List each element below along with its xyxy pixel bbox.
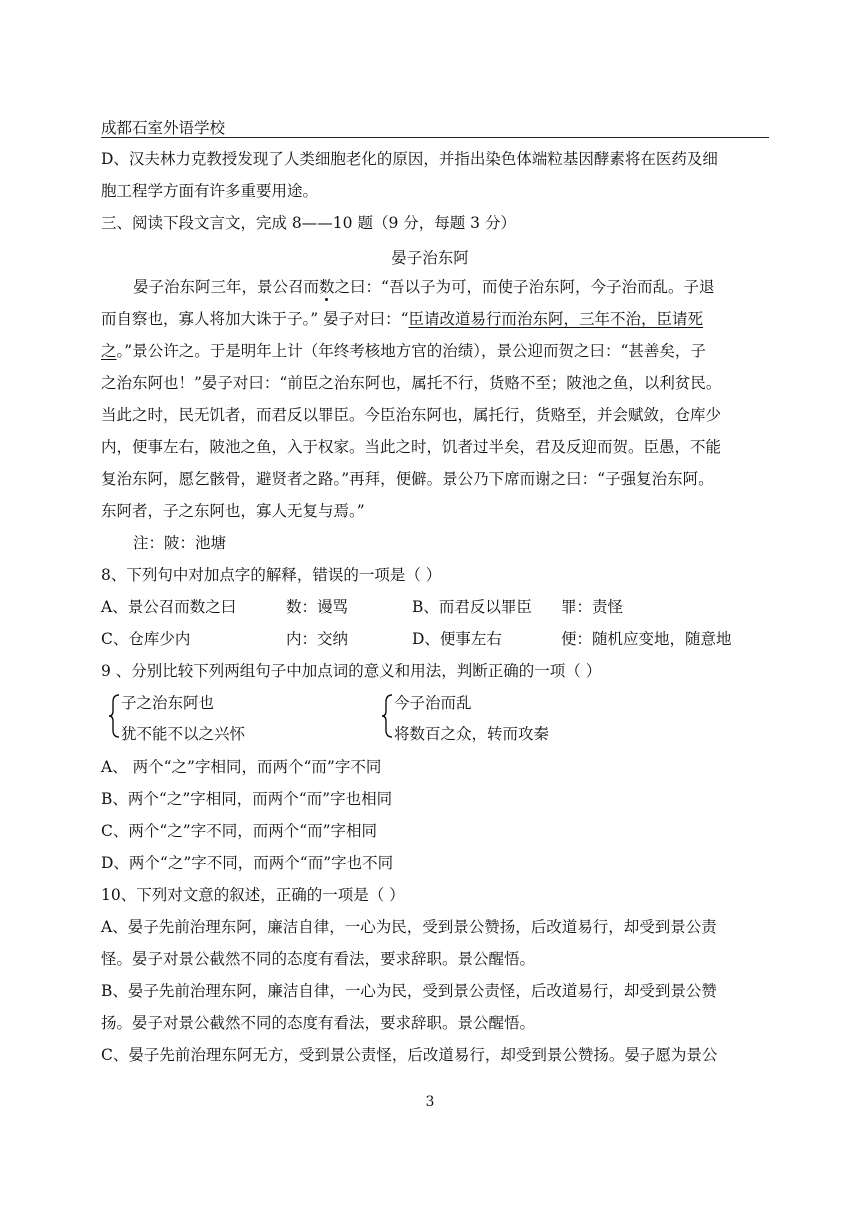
page-number: 3 <box>425 1094 435 1110</box>
passage-note: 注：陂：池塘 <box>133 534 227 552</box>
passage-line-8: 东阿者，子之东阿也，寡人无复与焉。” <box>101 502 365 520</box>
school-header: 成都石室外语学校 <box>101 119 226 137</box>
q9-stem: 9 、分别比较下列两组句子中加点词的意义和用法，判断正确的一项（ ） <box>101 662 602 680</box>
passage-text: 。”景公许之。于是明年上计（年终考核地方官的治绩），景公迎而贺之曰：“甚善矣，子 <box>116 342 706 360</box>
q10-option-c-line1: C、晏子先前治理东阿无方，受到景公责怪，后改道易行，却受到景公赞扬。晏子愿为景公 <box>101 1046 718 1064</box>
left-brace-icon <box>108 694 120 738</box>
q10-option-b-line2: 扬。晏子对景公截然不同的态度有看法，要求辞职。景公醒悟。 <box>101 1014 536 1032</box>
option-d-line2: 胞工程学方面有许多重要用途。 <box>101 182 319 200</box>
q8-option-b-gloss: 罪：责怪 <box>561 598 624 616</box>
passage-line-1 <box>133 277 714 297</box>
q9-option-b: B、两个“之”字相同，而两个“而”字也相同 <box>101 790 393 808</box>
q9-group1-sentence-a: 子之治东阿也 <box>121 694 215 712</box>
q10-option-a-line2: 怪。晏子对景公截然不同的态度有看法，要求辞职。景公醒悟。 <box>101 950 536 968</box>
q8-option-a-gloss: 数：谩骂 <box>286 598 349 616</box>
q9-group2-sentence-b: 将数百之众，转而攻秦 <box>394 725 550 743</box>
passage-text: 晏子治东阿三年，景公召而 <box>133 278 320 296</box>
q9-option-c: C、两个“之”字不同，而两个“而”字相同 <box>101 822 378 840</box>
passage-line-7: 复治东阿，愿乞骸骨，避贤者之路。”再拜，便僻。景公乃下席而谢之曰：“子强复治东阿。 <box>101 470 714 488</box>
underlined-sentence-end: 之 <box>101 342 117 360</box>
q9-group2-sentence-a: 今子治而乱 <box>394 694 472 712</box>
left-brace-icon <box>381 694 393 738</box>
q10-option-b-line1: B、晏子先前治理东阿，廉洁自律，一心为民，受到景公责怪，后改道易行，却受到景公赞 <box>101 982 717 1000</box>
underlined-sentence: 臣请改道易行而治东阿，三年不治，臣请死 <box>408 310 704 328</box>
passage-line-2 <box>101 309 703 329</box>
passage-line-4: 之治东阿也！”晏子对曰：“前臣之治东阿也，属托不行，货赂不至；陂池之鱼，以利贫民。 <box>101 374 722 392</box>
q8-option-c: C、仓库少内 <box>101 630 191 648</box>
passage-title: 晏子治东阿 <box>391 249 469 267</box>
q10-stem: 10、下列对文意的叙述，正确的一项是（ ） <box>101 886 405 904</box>
q9-option-d: D、两个“之”字不同，而两个“而”字也不同 <box>101 854 394 872</box>
passage-line-3 <box>101 341 706 361</box>
dotted-char: 数 <box>319 278 335 296</box>
q8-option-a: A、景公召而数之曰 <box>101 598 237 616</box>
q8-option-b: B、而君反以罪臣 <box>412 598 532 616</box>
q8-option-d: D、便事左右 <box>412 630 502 648</box>
q8-option-c-gloss: 内：交纳 <box>286 630 349 648</box>
passage-line-6: 内，便事左右，陂池之鱼，入于权家。当此之时，饥者过半矣，君及反迎而贺。臣愚，不能 <box>101 438 722 456</box>
section-three-heading: 三、阅读下段文言文，完成 8——10 题（9 分，每题 3 分） <box>101 214 516 232</box>
header-rule <box>101 137 769 138</box>
q8-stem: 8、下列句中对加点字的解释，错误的一项是（ ） <box>101 566 442 584</box>
q9-group1-sentence-b: 犹不能不以之兴怀 <box>121 725 246 743</box>
q10-option-a-line1: A、晏子先前治理东阿，廉洁自律，一心为民，受到景公赞扬，后改道易行，却受到景公责 <box>101 918 717 936</box>
passage-text: 之曰：“吾以子为可，而使子治东阿，今子治而乱。子退 <box>334 278 715 296</box>
q8-option-d-gloss: 便：随机应变地，随意地 <box>561 630 732 648</box>
passage-line-5: 当此之时，民无饥者，而君反以罪臣。今臣治东阿也，属托行，货赂至，并会赋敛，仓库少 <box>101 406 722 424</box>
passage-text: 而自察也，寡人将加大诛于子。” 晏子对曰：“ <box>101 310 409 328</box>
q9-option-a: A、 两个“之”字相同，而两个“而”字不同 <box>101 758 382 776</box>
option-d-line1: D、汉夫林力克教授发现了人类细胞老化的原因，并指出染色体端粒基因酵素将在医药及细 <box>101 150 718 168</box>
